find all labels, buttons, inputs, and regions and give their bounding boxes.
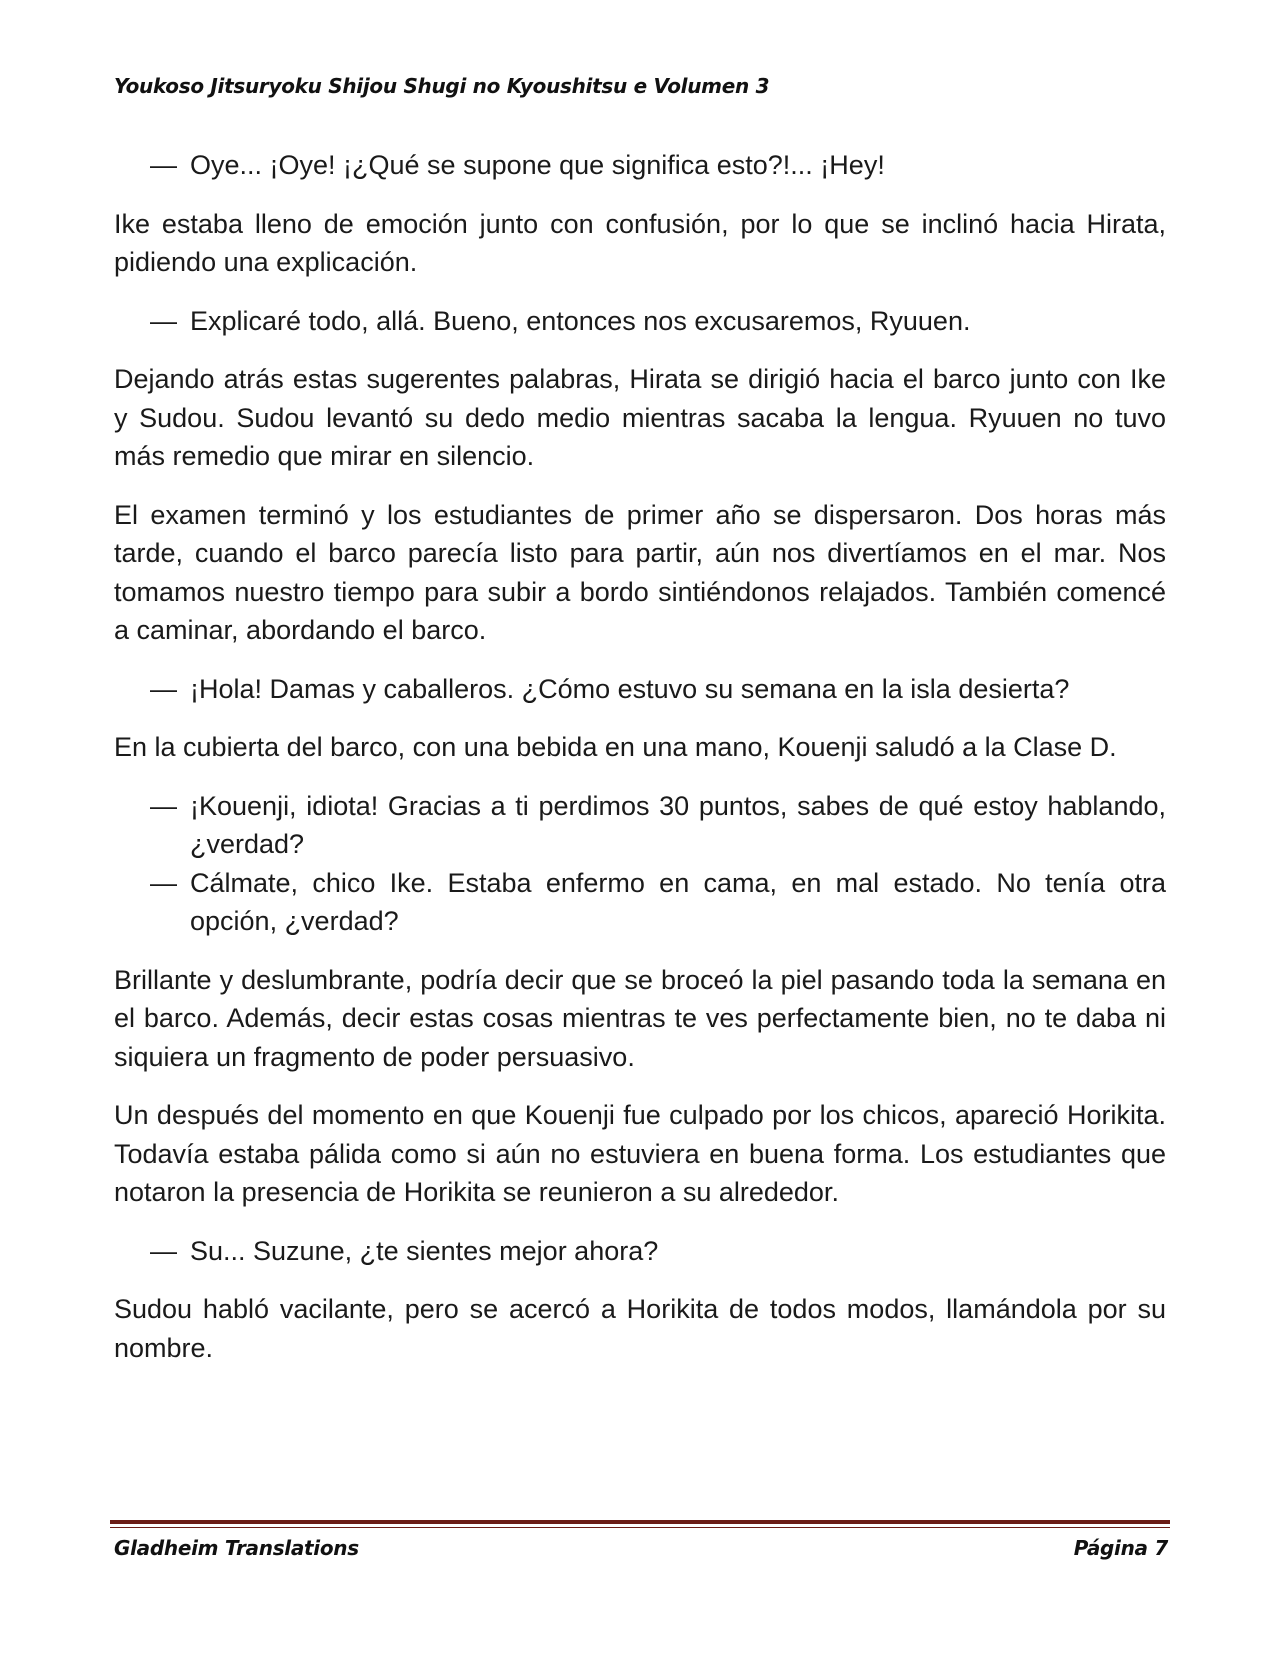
footer-rule-thin [110,1527,1170,1528]
dialog-text: Cálmate, chico Ike. Estaba enfermo en cama, en mal estado. No tenía otra opción, ¿verdad? [190,867,1166,936]
dialog-text: Oye... ¡Oye! ¡¿Qué se supone que significa esto?!... ¡Hey! [190,150,885,180]
paragraph: Brillante y deslumbrante, podría decir que se broceó la piel pasando toda la semana en el barco. Además, decir estas cosas mientras te ves perfectamente bien, no te daba ni siquiera un fragmento de poder persuasivo. [114,964,1166,1072]
dialog-text: Explicaré todo, allá. Bueno, entonces nos excusaremos, Ryuuen. [190,305,971,336]
dialog-text: ¡Hola! Damas y caballeros. ¿Cómo estuvo su semana en la isla desierta? [190,673,1070,704]
dialog-text: ¡Kouenji, idiota! Gracias a ti perdimos 30 puntos, sabes de qué estoy hablando, ¿verdad? [190,790,1166,859]
dialog-dash: — [150,150,177,180]
footer-publisher: Gladheim Translations [114,1536,359,1560]
dialog-dash: — [150,790,177,821]
dialog-line [150,670,1166,709]
dialog-dash: — [150,1235,177,1266]
paragraph: Un después del momento en que Kouenji fue culpado por los chicos, apareció Horikita. Todavía estaba pálida como si aún no estuviera en buena forma. Los estudiantes que notaron la presencia de Horikita se reunieron a su alrededor. [114,1100,1166,1207]
paragraph: El examen terminó y los estudiantes de primer año se dispersaron. Dos horas más tarde, cuando el barco parecía listo para partir, aún nos divertíamos en el mar. Nos tomamos nuestro tiempo para subir a bordo sintiéndonos relajados. También comencé a caminar, abordando el barco. [114,499,1166,645]
footer-rule-thick [110,1520,1170,1524]
paragraph: Sudou habló vacilante, pero se acercó a Horikita de todos modos, llamándola por su nombre. [114,1294,1166,1363]
footer-page-number: Página 7 [1073,1536,1168,1560]
dialog-line [150,864,1166,941]
dialog-line [150,1232,1166,1271]
running-header: Youkoso Jitsuryoku Shijou Shugi no Kyoushitsu e Volumen 3 [114,74,770,98]
dialog-text: Su... Suzune, ¿te sientes mejor ahora? [190,1235,659,1266]
page-body [114,146,1166,1387]
dialog-line [150,302,1166,341]
paragraph: Dejando atrás estas sugerentes palabras, Hirata se dirigió hacia el barco junto con Ike y Sudou. Sudou levantó su dedo medio mientras sacaba la lengua. Ryuuen no tuvo más remedio que mirar en silencio. [114,364,1166,471]
paragraph: En la cubierta del barco, con una bebida en una mano, Kouenji saludó a la Clase D. [114,732,1117,762]
dialog-dash: — [150,673,177,704]
dialog-line [150,787,1166,864]
dialog-dash: — [150,305,177,336]
dialog-dash: — [150,867,177,898]
dialog-line [150,146,1166,185]
paragraph: Ike estaba lleno de emoción junto con confusión, por lo que se inclinó hacia Hirata, pidiendo una explicación. [114,208,1166,277]
